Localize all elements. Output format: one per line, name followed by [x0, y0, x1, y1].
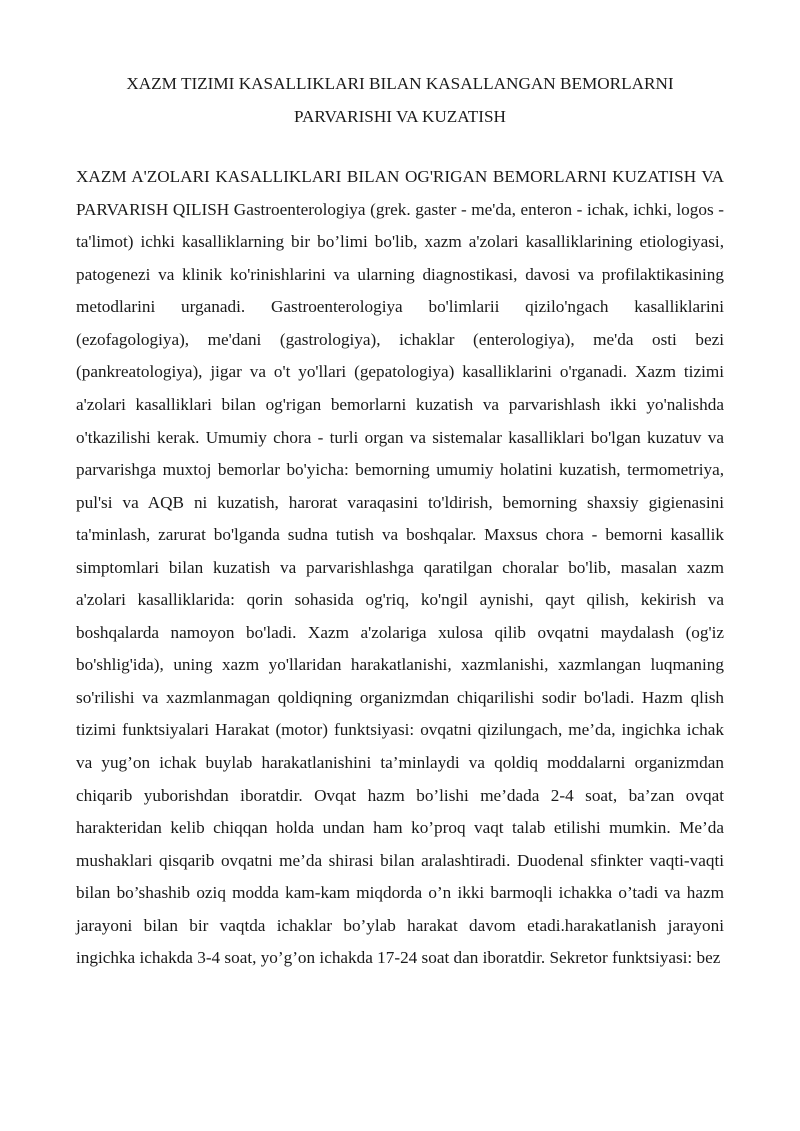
document-page: [76, 68, 724, 975]
document-title: [76, 68, 724, 133]
title-line-1: XAZM TIZIMI KASALLIKLARI BILAN KASALLANGAN BEMORLARNI: [126, 74, 674, 93]
title-line-2: PARVARISHI VA KUZATISH: [294, 106, 506, 126]
body-paragraph: XAZM A'ZOLARI KASALLIKLARI BILAN OG'RIGAN BEMORLARNI KUZATISH VA PARVARISH QILISH Gastroenterologiya (grek. gaster - me'da, enteron - ichak, ichki, logos - ta'limot) ichki kasalliklarning bir bo’limi bo'lib, xazm a'zolari kasalliklarining etiologiyasi, patogenezi va klinik ko'rinishlarini va ularning diagnostikasi, davosi va profilaktikasining metodlarini urganadi. Gastroenterologiya bo'limlarii qizilo'ngach kasalliklarini (ezofagologiya), me'dani (gastrologiya), ichaklar (enterologiya), me'da osti bezi (pankreatologiya), jigar va o't yo'llari (gepatologiya) kasalliklarini o'rganadi. Xazm tizimi a'zolari kasalliklari bilan og'rigan bemorlarni kuzatish va parvarishlash ikki yo'nalishda o'tkazilishi kerak. Umumiy chora - turli organ va sistemalar kasalliklari bo'lgan kuzatuv va parvarishga muxtoj bemorlar bo'yicha: bemorning umumiy holatini kuzatish, termometriya, pul'si va AQB ni kuzatish, harorat varaqasini to'ldirish, bemorning shaxsiy gigienasini ta'minlash, zarurat bo'lganda sudna tutish va boshqalar. Maxsus chora - bemorni kasallik simptomlari bilan kuzatish va parvarishlashga qaratilgan choralar bo'lib, masalan xazm a'zolari kasalliklarida: qorin sohasida og'riq, ko'ngil aynishi, qayt qilish, kekirish va boshqalarda namoyon bo'ladi. Xazm a'zolariga xulosa qilib ovqatni maydalash (og'iz bo'shlig'ida), uning xazm yo'llaridan harakatlanishi, xazmlanishi, xazmlangan luqmaning so'rilishi va xazmlanmagan qoldiqning organizmdan chiqarilishi sodir bo'ladi. Hazm qlish tizimi funktsiyalari Harakat (motor) funktsiyasi: ovqatni qizilungach, me’da, ingichka ichak va yug’on ichak buylab harakatlanishini ta’minlaydi va qoldiq moddalarni organizmdan chiqarib yuborishdan iboratdir. Ovqat hazm bo’lishi me’dada 2-4 soat, ba’zan ovqat harakteridan kelib chiqqan holda undan ham ko’proq vaqt talab etilishi mumkin. Me’da mushaklari qisqarib ovqatni me’da shirasi bilan aralashtiradi. Duodenal sfinkter vaqti-vaqti bilan bo’shashib oziq modda kam-kam miqdorda o’n ikki barmoqli ichakka o’tadi va hazm jarayoni bilan bir vaqtda ichaklar bo’ylab harakat davom etadi.harakatlanish jarayoni ingichka ichakda 3-4 soat, yo’g’on ichakda 17-24 soat dan iboratdir. Sekretor funktsiyasi: bez: [76, 167, 724, 968]
